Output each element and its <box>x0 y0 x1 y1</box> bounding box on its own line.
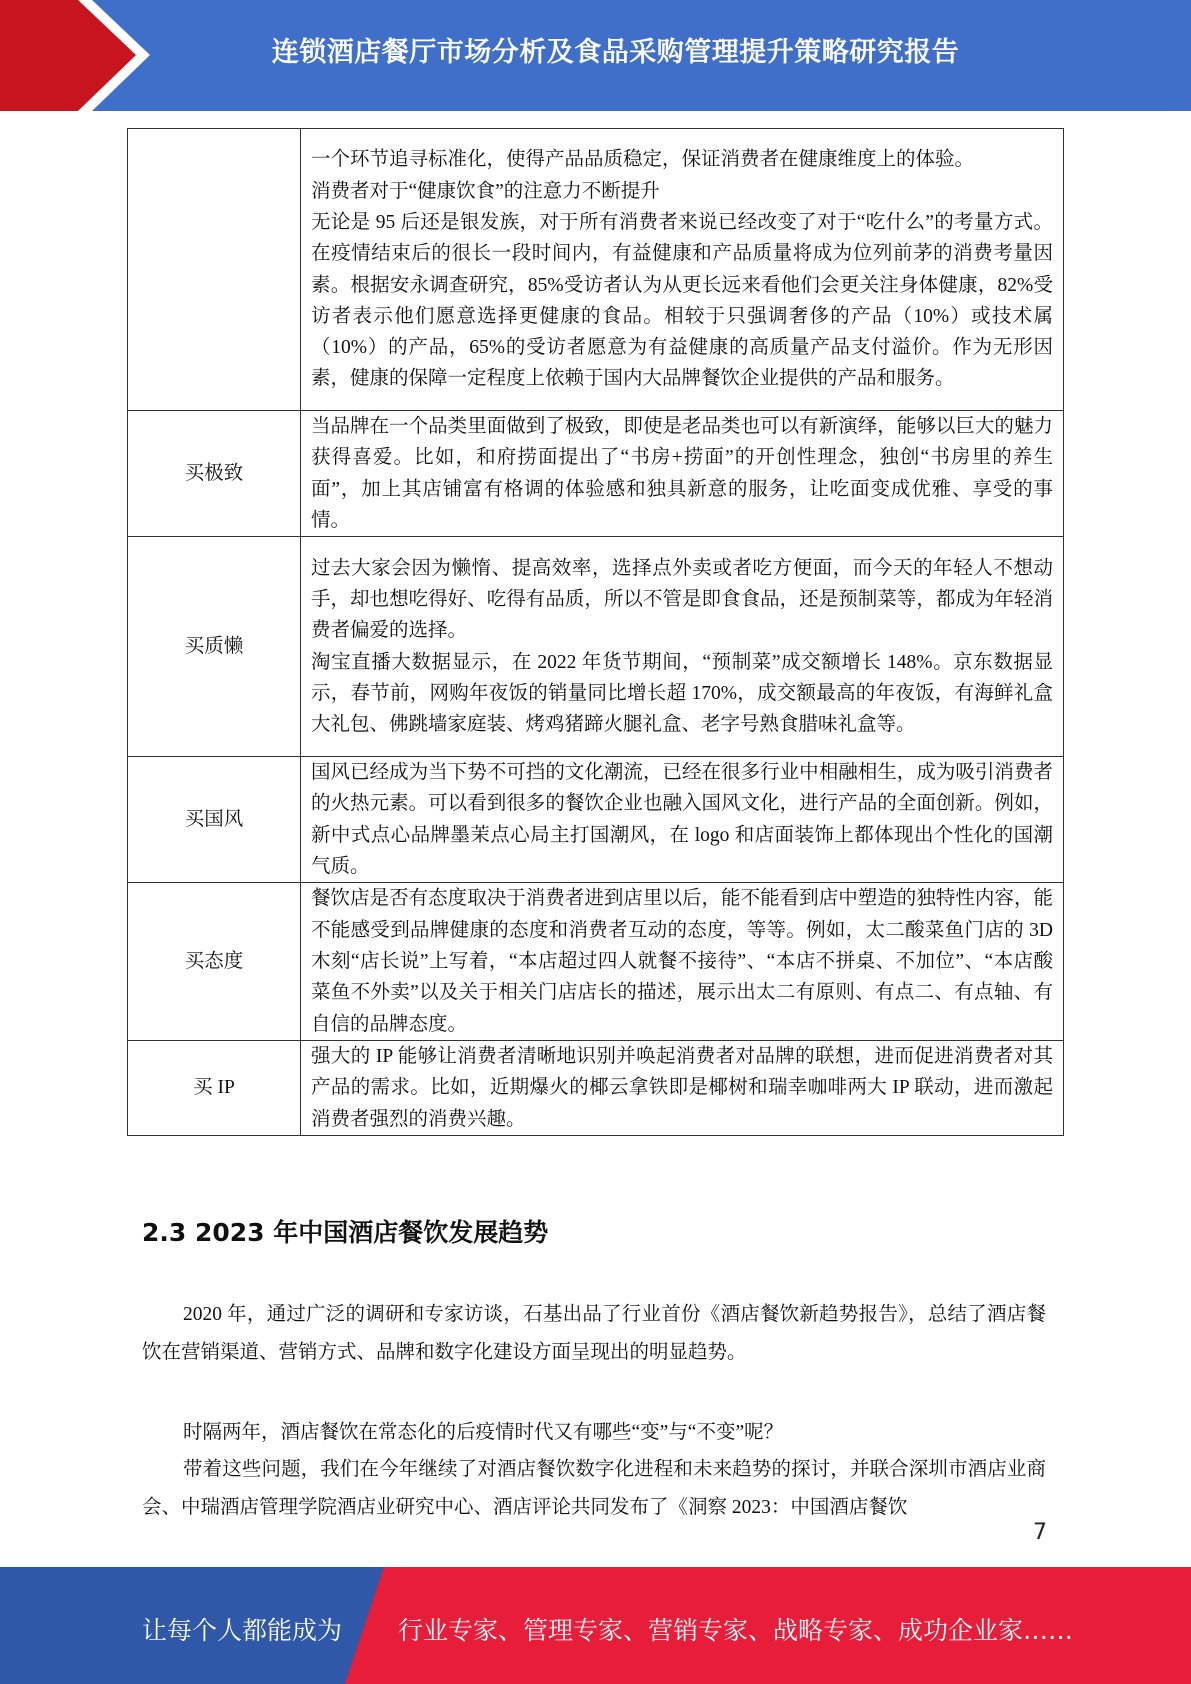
description-line: 消费者对于“健康饮食”的注意力不断提升 <box>311 180 660 202</box>
description-line: 国风已经成为当下势不可挡的文化潮流，已经在很多行业中相融相生，成为吸引消费者的火热元素。可以看到很多的餐饮企业也融入国风文化，进行产品的全面创新。例如，新中式点心品牌墨茉点心局主打国潮风，在 logo 和店面装饰上都体现出个性化的国潮气质。 <box>311 762 1053 878</box>
table-row <box>128 1040 1064 1135</box>
description-line: 无论是 95 后还是银发族，对于所有消费者来说已经改变了对于“吃什么”的考量方式。在疫情结束后的很长一段时间内，有益健康和产品质量将成为位列前茅的消费考量因素。根据安永调查研究，85%受访者认为从更长远来看他们会更关注身体健康，82%受访者表示他们愿意选择更健康的食品。相较于只强调奢侈的产品（10%）或技术属（10%）的产品，65%的受访者愿意为有益健康的高质量产品支付溢价。作为无形因素，健康的保障一定程度上依赖于国内大品牌餐饮企业提供的产品和服务。 <box>311 211 1053 390</box>
table-row-description <box>301 129 1064 411</box>
table-row-category <box>128 129 301 411</box>
trends-table <box>127 128 1064 1136</box>
page-footer <box>0 1567 1191 1684</box>
table-row-category: 买质懒 <box>128 537 301 757</box>
table-row-description <box>301 537 1064 757</box>
table-row <box>128 129 1064 411</box>
footer-slogan-right: 行业专家、管理专家、营销专家、战略专家、成功企业家…… <box>398 1616 1074 1645</box>
page-number: 7 <box>1033 1520 1047 1545</box>
description-line: 当品牌在一个品类里面做到了极致，即使是老品类也可以有新演绎，能够以巨大的魅力获得喜爱。比如，和府捞面提出了“书房+捞面”的开创性理念，独创“书房里的养生面”，加上其店铺富有格调的体验感和独具新意的服务，让吃面变成优雅、享受的事情。 <box>311 416 1053 531</box>
footer-slogan-left: 让每个人都能成为 <box>142 1616 343 1645</box>
description-line: 过去大家会因为懒惰、提高效率，选择点外卖或者吃方便面，而今天的年轻人不想动手，却也想吃得好、吃得有品质，所以不管是即食食品，还是预制菜等，都成为年轻消费者偏爱的选择。 <box>311 557 1053 642</box>
table-row <box>128 883 1064 1040</box>
table-row-description <box>301 1040 1064 1135</box>
table-row-category: 买极致 <box>128 411 301 537</box>
section-heading: 2.3 2023 年中国酒店餐饮发展趋势 <box>142 1218 549 1247</box>
header-title: 连锁酒店餐厅市场分析及食品采购管理提升策略研究报告 <box>271 37 960 68</box>
description-line: 强大的 IP 能够让消费者清晰地识别并唤起消费者对品牌的联想，进而促进消费者对其产品的需求。比如，近期爆火的椰云拿铁即是椰树和瑞幸咖啡两大 IP 联动，进而激起消费者强烈的消费兴趣。 <box>311 1045 1053 1130</box>
body-paragraph: 2020 年，通过广泛的调研和专家访谈，石基出品了行业首份《酒店餐饮新趋势报告》，总结了酒店餐饮在营销渠道、营销方式、品牌和数字化建设方面呈现出的明显趋势。 <box>142 1304 1046 1363</box>
description-line: 淘宝直播大数据显示，在 2022 年货节期间，“预制菜”成交额增长 148%。京东数据显示，春节前，网购年夜饭的销量同比增长超 170%，成交额最高的年夜饭，有海鲜礼盒大礼包、佛跳墙家庭装、烤鸡猪蹄火腿礼盒、老字号熟食腊味礼盒等。 <box>311 651 1053 736</box>
body-paragraph: 带着这些问题，我们在今年继续了对酒店餐饮数字化进程和未来趋势的探讨，并联合深圳市酒店业商会、中瑞酒店管理学院酒店业研究中心、酒店评论共同发布了《洞察 2023：中国酒店餐饮 <box>142 1459 1046 1518</box>
table-row <box>128 537 1064 757</box>
body-paragraph: 时隔两年，酒店餐饮在常态化的后疫情时代又有哪些“变”与“不变”呢？ <box>183 1422 784 1443</box>
table-row-description <box>301 411 1064 537</box>
table-row-description <box>301 883 1064 1040</box>
page-header <box>0 0 1191 111</box>
table-row-description <box>301 757 1064 883</box>
table-row-category: 买 IP <box>128 1040 301 1135</box>
table-row <box>128 411 1064 537</box>
table-row-category: 买国风 <box>128 757 301 883</box>
description-line: 一个环节追寻标准化，使得产品品质稳定，保证消费者在健康维度上的体验。 <box>311 149 975 171</box>
description-line: 餐饮店是否有态度取决于消费者进到店里以后，能不能看到店中塑造的独特性内容，能不能感受到品牌健康的态度和消费者互动的态度，等等。例如，太二酸菜鱼门店的 3D 木刻“店长说”上写着，“本店超过四人就餐不接待”、“本店不拼桌、不加位”、“本店酸菜鱼不外卖”以及关于相关门店店长的描述，展示出太二有原则、有点二、有点轴、有自信的品牌态度。 <box>311 888 1053 1035</box>
table-row-category: 买态度 <box>128 883 301 1040</box>
table-row <box>128 757 1064 883</box>
